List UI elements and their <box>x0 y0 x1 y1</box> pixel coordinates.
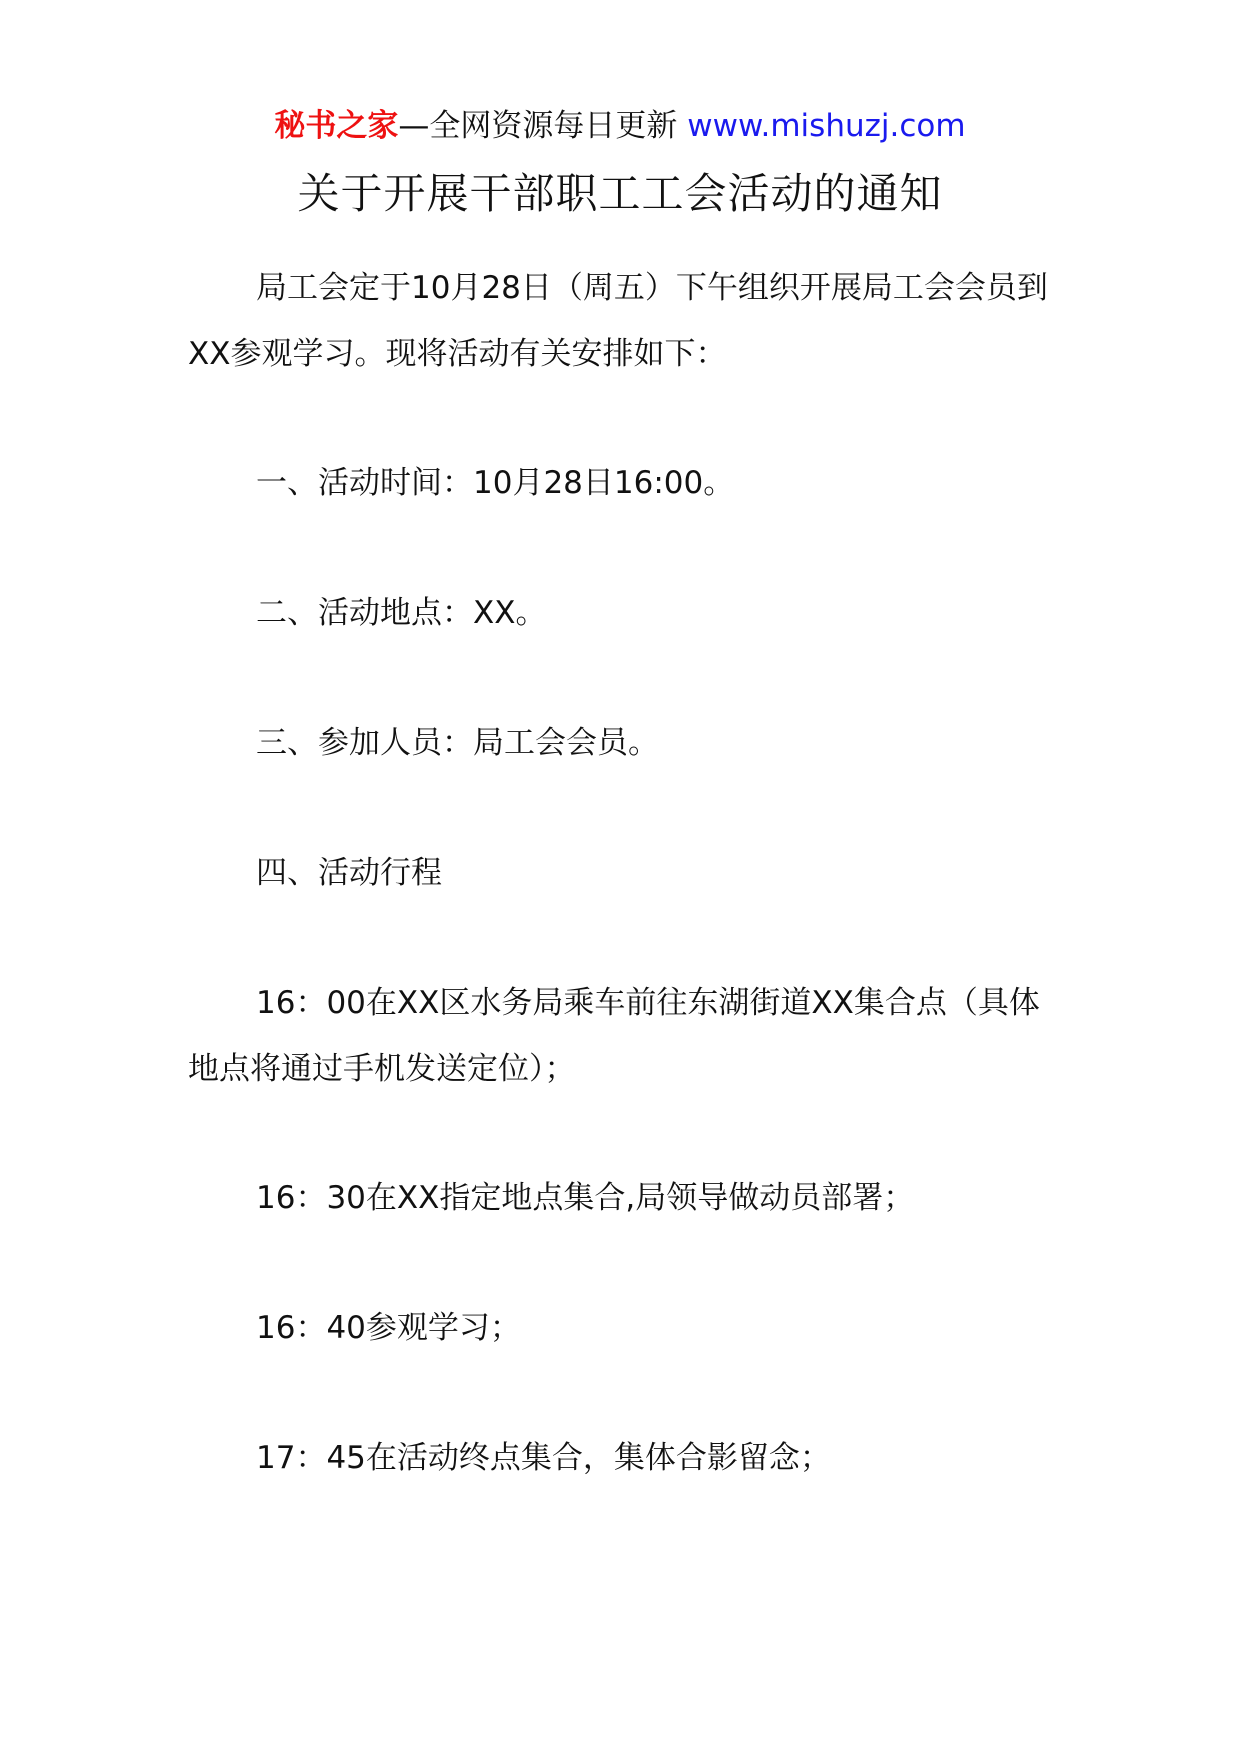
schedule-step <box>188 1165 1060 1231</box>
schedule-step <box>188 1295 1060 1361</box>
website-link[interactable]: www.mishuzj.com <box>687 108 966 144</box>
item-text: 三、参加人员：局工会会员。 <box>256 725 659 761</box>
schedule-text: 16：40参观学习； <box>256 1310 521 1346</box>
item-schedule-heading <box>188 840 1060 906</box>
item-text: 二、活动地点：XX。 <box>256 595 547 631</box>
slogan-text: —全网资源每日更新 <box>398 108 688 144</box>
item-text: 一、活动时间：10月28日16:00。 <box>256 465 735 501</box>
brand-name: 秘书之家 <box>274 108 399 144</box>
item-participants <box>188 710 1060 776</box>
schedule-step <box>188 970 1060 1102</box>
schedule-text: 16：30在XX指定地点集合,局领导做动员部署； <box>256 1180 915 1216</box>
item-activity-place <box>188 580 1060 646</box>
item-activity-time <box>188 450 1060 516</box>
source-header <box>0 104 1240 148</box>
intro-text: 局工会定于10月28日（周五）下午组织开展局工会会员到XX参观学习。现将活动有关安排如下： <box>188 270 1048 372</box>
schedule-text: 17：45在活动终点集合，集体合影留念； <box>256 1440 831 1476</box>
schedule-text: 16：00在XX区水务局乘车前往东湖街道XX集合点（具体地点将通过手机发送定位）； <box>188 985 1040 1087</box>
document-title: 关于开展干部职工工会活动的通知 <box>297 169 943 218</box>
intro-paragraph <box>188 255 1060 387</box>
schedule-step <box>188 1425 1060 1491</box>
item-text: 四、活动行程 <box>256 855 442 891</box>
